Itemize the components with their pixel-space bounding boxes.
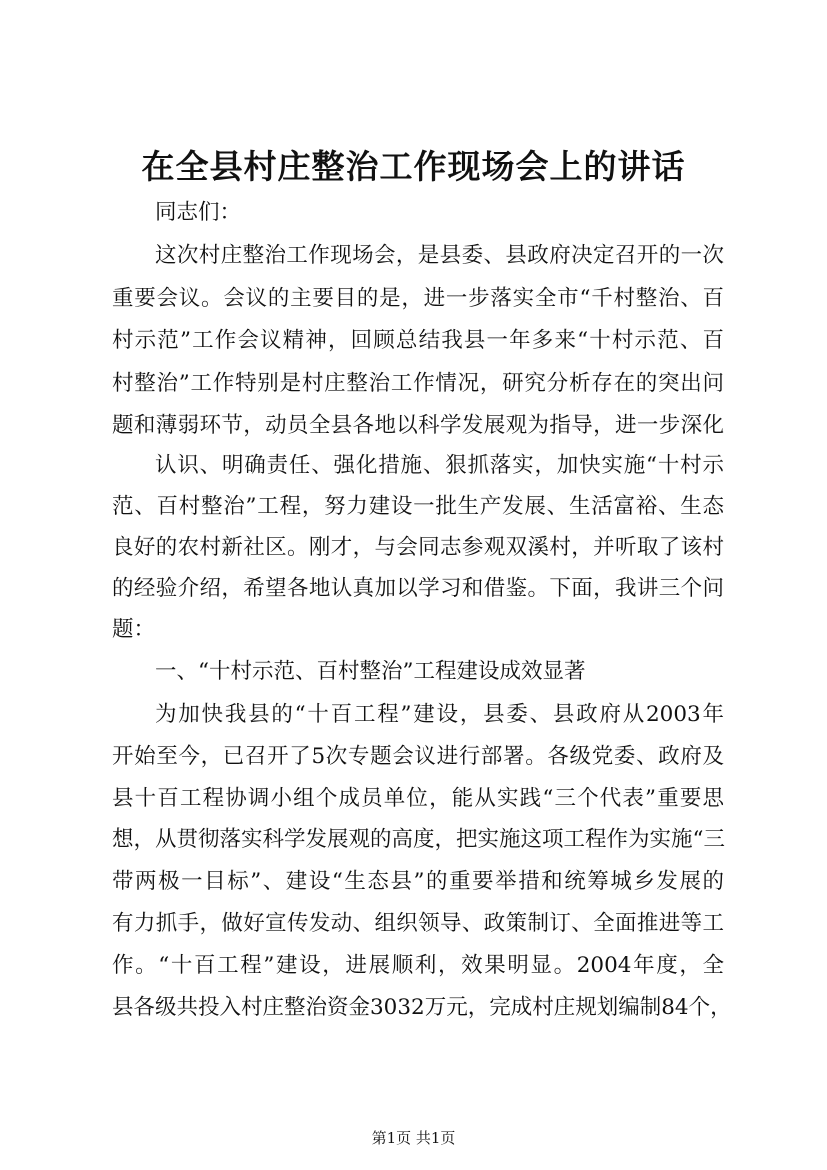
body-line: 县各级共投入村庄整治资金3032万元，完成村庄规划编制84个， [112,995,732,1020]
body-line: 范、百村整治”工程，努力建设一批生产发展、生活富裕、生态 [112,494,724,519]
body-line: 想，从贯彻落实科学发展观的高度，把实施这项工程作为实施“三 [112,827,725,852]
page-number: 第1页 共1页 [371,1129,456,1147]
body-line: 题： [112,617,156,642]
section-heading: 一、“十村示范、百村整治”工程建设成效显著 [155,659,586,684]
body-line: 为加快我县的“十百工程”建设，县委、县政府从2003年 [155,702,724,727]
document-title: 在全县村庄整治工作现场会上的讲话 [141,147,686,186]
body-line: 村整治”工作特别是村庄整治工作情况，研究分析存在的突出问 [112,371,724,396]
body-line: 村示范”工作会议精神，回顾总结我县一年多来“十村示范、百 [112,328,724,353]
body-line: 这次村庄整治工作现场会，是县委、县政府决定召开的一次 [155,243,724,268]
body-line: 题和薄弱环节，动员全县各地以科学发展观为指导，进一步深化 [112,413,724,438]
salutation: 同志们： [155,200,242,225]
body-line: 重要会议。会议的主要目的是，进一步落实全市“千村整治、百 [112,286,724,311]
body-line: 良好的农村新社区。刚才，与会同志参观双溪村，并听取了该村 [112,535,724,560]
body-line: 县十百工程协调小组个成员单位，能从实践“三个代表”重要思 [112,786,724,811]
body-line: 作。“十百工程”建设，进展顺利，效果明显。2004年度，全 [112,953,724,978]
body-line: 认识、明确责任、强化措施、狠抓落实，加快实施“十村示 [155,453,724,478]
body-line: 带两极一目标”、建设“生态县”的重要举措和统筹城乡发展的 [112,869,724,894]
body-line: 的经验介绍，希望各地认真加以学习和借鉴。下面，我讲三个问 [112,576,724,601]
body-line: 开始至今，已召开了5次专题会议进行部署。各级党委、政府及 [112,744,724,769]
body-line: 有力抓手，做好宣传发动、组织领导、政策制订、全面推进等工 [112,911,724,936]
